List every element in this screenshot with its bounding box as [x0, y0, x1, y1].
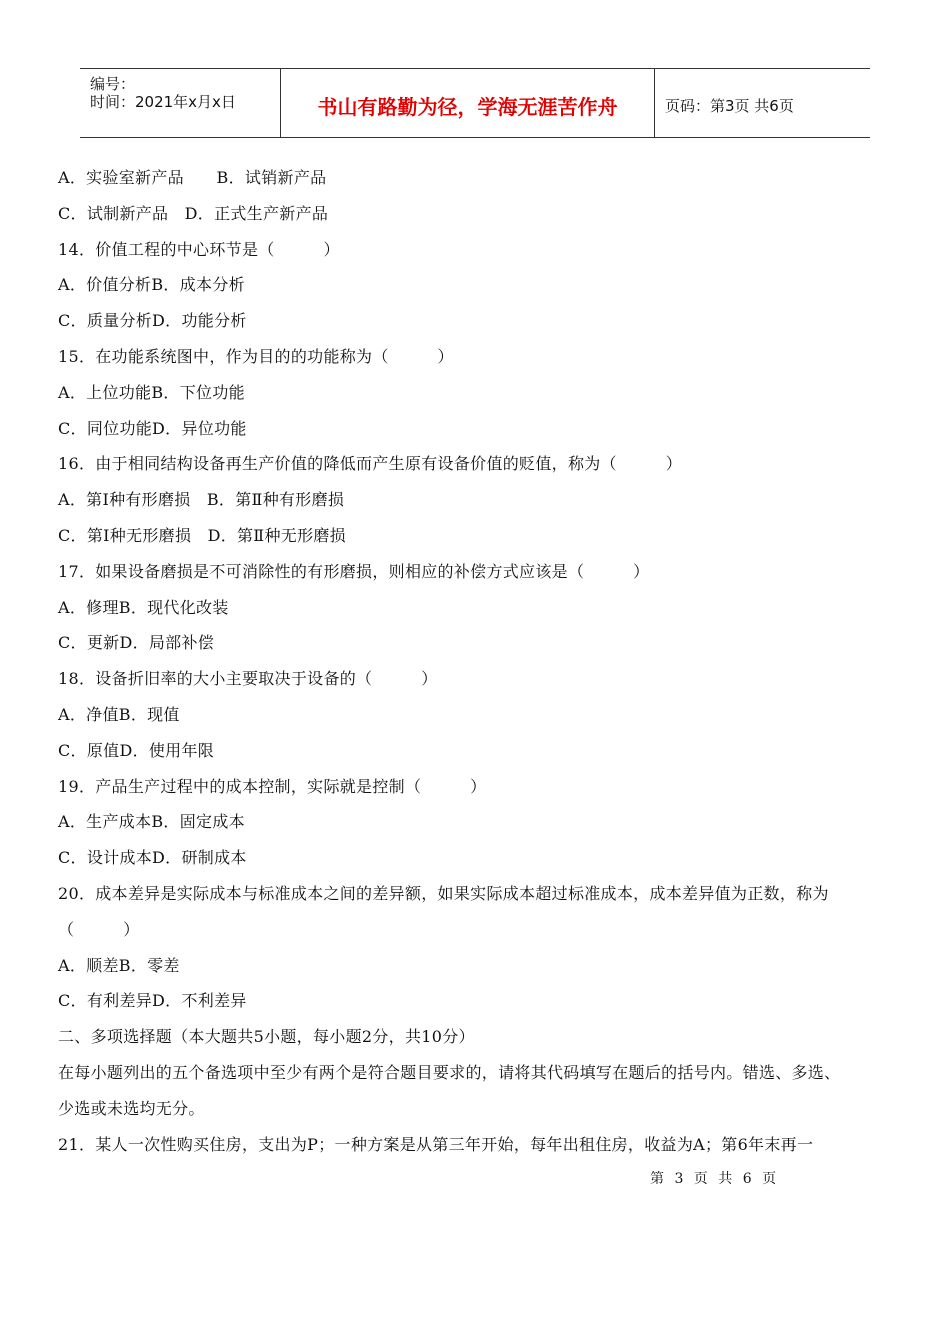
question-line: 14．价值工程的中心环节是（ ） — [58, 239, 340, 259]
text-line: （ ） — [58, 919, 140, 939]
header-middle-cell — [281, 69, 655, 137]
header-right-cell — [655, 69, 870, 137]
question-line: 19．产品生产过程中的成本控制，实际就是控制（ ） — [58, 776, 487, 796]
text-line: C．第Ⅰ种无形磨损 D．第Ⅱ种无形磨损 — [58, 525, 346, 545]
header-left-cell — [80, 69, 281, 137]
text-line: A．上位功能B．下位功能 — [58, 382, 245, 402]
question-line: 17．如果设备磨损是不可消除性的有形磨损，则相应的补偿方式应该是（ ） — [58, 561, 650, 581]
page-header — [80, 68, 870, 138]
text-line: C．质量分析D．功能分析 — [58, 311, 247, 331]
text-line: C．同位功能D．异位功能 — [58, 418, 247, 438]
motto: 书山有路勤为径，学海无涯苦作舟 — [317, 95, 618, 119]
text-line: A．生产成本B．固定成本 — [58, 812, 245, 832]
text-line: C．原值D．使用年限 — [58, 740, 215, 760]
page-info: 页码：第3页 共6页 — [665, 97, 794, 115]
text-line: C．有利差异D．不利差异 — [58, 991, 247, 1011]
question-line: 18．设备折旧率的大小主要取决于设备的（ ） — [58, 669, 438, 689]
instruction-line: 在每小题列出的五个备选项中至少有两个是符合题目要求的，请将其代码填写在题后的括号内。错选、多选、 — [58, 1062, 841, 1082]
text-line: C．更新D．局部补偿 — [58, 633, 215, 653]
section-heading: 二、多项选择题（本大题共5小题，每小题2分，共10分） — [58, 1027, 475, 1047]
question-line: 15．在功能系统图中，作为目的的功能称为（ ） — [58, 346, 454, 366]
document-body — [58, 160, 906, 1162]
text-line: A．顺差B．零差 — [58, 955, 180, 975]
code-label: 编号： — [90, 75, 136, 93]
text-line: A．价值分析B．成本分析 — [58, 275, 245, 295]
question-line: 16．由于相同结构设备再生产价值的降低而产生原有设备价值的贬值，称为（ ） — [58, 454, 683, 474]
text-line: A．净值B．现值 — [58, 704, 180, 724]
text-line: A．修理B．现代化改装 — [58, 597, 229, 617]
text-line: A．实验室新产品 B．试销新产品 — [58, 168, 327, 187]
question-line: 21．某人一次性购买住房，支出为P；一种方案是从第三年开始，每年出租住房，收益为A；第6年末再一 — [58, 1134, 814, 1154]
question-line: 20．成本差异是实际成本与标准成本之间的差异额，如果实际成本超过标准成本，成本差异值为正数，称为 — [58, 883, 829, 903]
instruction-line: 少选或未选均无分。 — [58, 1098, 205, 1118]
time-label: 时间：2021年x月x日 — [90, 93, 236, 111]
text-line: A．第Ⅰ种有形磨损 B．第Ⅱ种有形磨损 — [58, 490, 345, 510]
text-line: C．试制新产品 D．正式生产新产品 — [58, 203, 329, 223]
text-line: C．设计成本D．研制成本 — [58, 848, 247, 868]
page-footer: 第 3 页 共 6 页 — [650, 1171, 780, 1187]
